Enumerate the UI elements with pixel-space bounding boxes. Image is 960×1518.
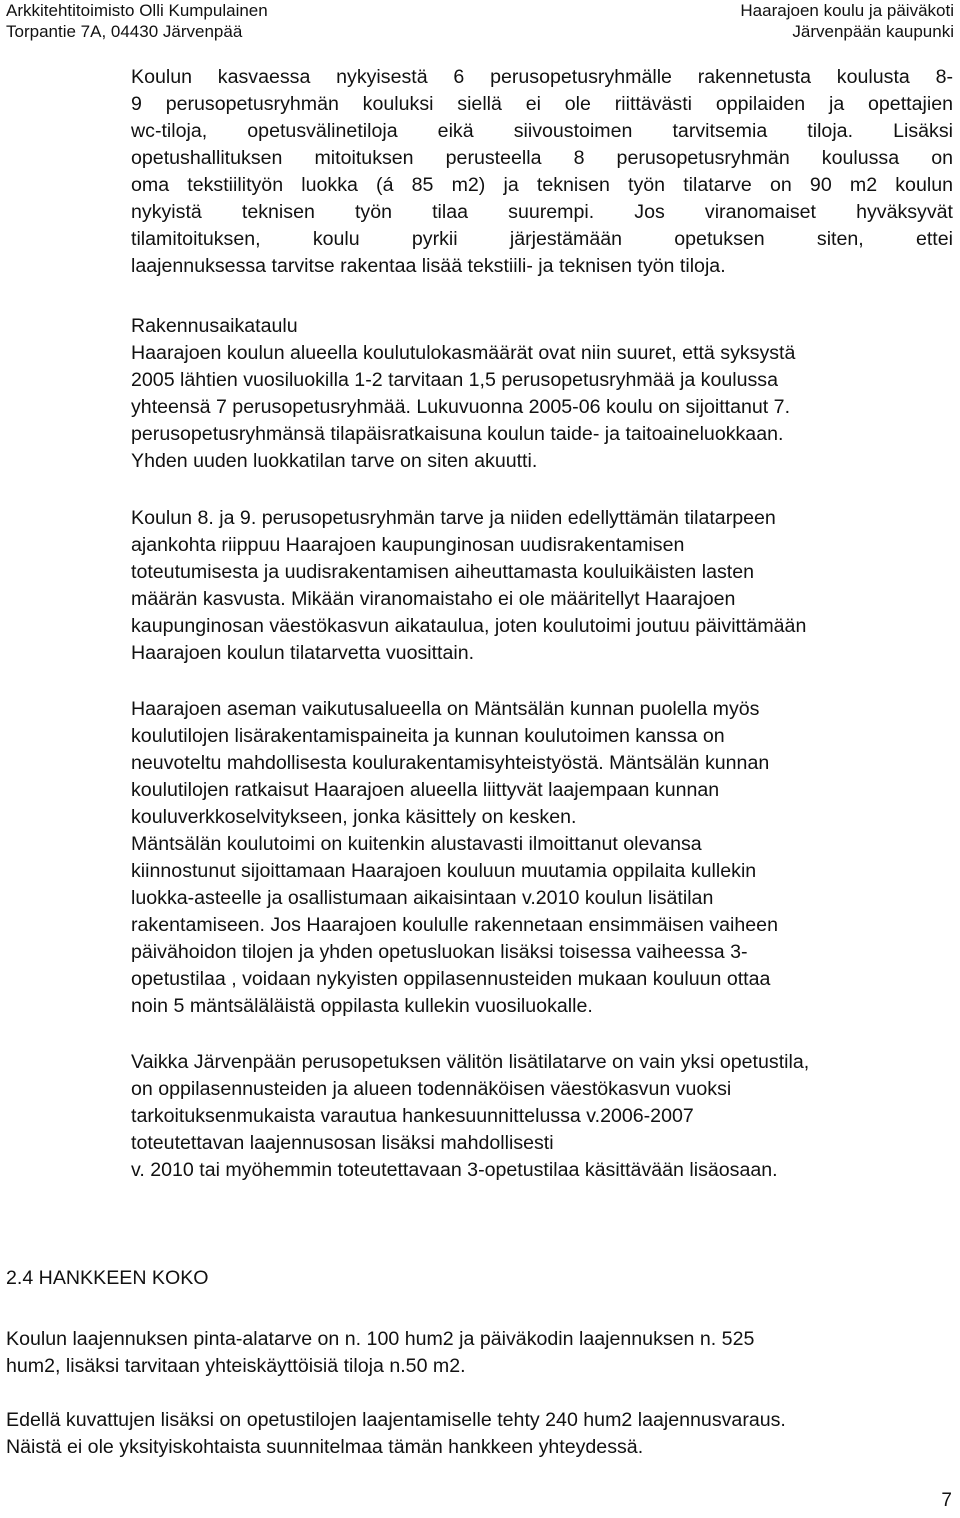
text-line: Haarajoen koulun tilatarvetta vuosittain. <box>131 642 475 664</box>
text-line: päivähoidon tilojen ja yhden opetusluokan lisäksi toisessa vaiheessa 3- <box>131 941 748 963</box>
paragraph-extension-reserve <box>6 1407 946 1461</box>
text-line: tarkoituksenmukaista varautua hankesuunnittelussa v.2006-2007 <box>131 1105 694 1127</box>
text-line: toteutumisesta ja uudisrakentamisen aiheuttamasta kouluikäisten lasten <box>131 561 755 583</box>
text-line: yhteensä 7 perusopetusryhmää. Lukuvuonna 2005-06 koulu on sijoittanut 7. <box>131 396 791 418</box>
company-address: Torpantie 7A, 04430 Järvenpää <box>6 22 243 41</box>
text-line: on oppilasennusteiden ja alueen todennäköisen väestökasvun vuoksi <box>131 1078 732 1100</box>
text-line: noin 5 mäntsäläläistä oppilasta kullekin vuosiluokalle. <box>131 995 593 1017</box>
paragraph-size <box>6 1326 946 1380</box>
text-line: Mäntsälän koulutoimi on kuitenkin alustavasti ilmoittanut olevansa <box>131 833 702 855</box>
text-line: kouluverkkoselvitykseen, jonka käsittely on kesken. <box>131 806 577 828</box>
text-line: kiinnostunut sijoittamaan Haarajoen kouluun muutamia oppilaita kullekin <box>131 860 757 882</box>
client-name: Järvenpään kaupunki <box>792 22 954 41</box>
text-line: v. 2010 tai myöhemmin toteutettavaan 3-opetustilaa käsittävään lisäosaan. <box>131 1159 778 1181</box>
text-line: Koulun kasvaessa nykyisestä 6 perusopetusryhmälle rakennetusta koulusta 8- <box>131 66 953 88</box>
text-line: määrän kasvusta. Mikään viranomaistaho ei ole määritellyt Haarajoen <box>131 588 736 610</box>
text-line: hum2, lisäksi tarvitaan yhteiskäyttöisiä tiloja n.50 m2. <box>6 1355 466 1377</box>
subheading-schedule: Rakennusaikataulu <box>131 315 298 337</box>
company-name: Arkkitehtitoimisto Olli Kumpulainen <box>6 1 268 20</box>
section-heading <box>6 1265 946 1292</box>
project-title: Haarajoen koulu ja päiväkoti <box>740 1 954 20</box>
page-number: 7 <box>941 1490 952 1511</box>
text-line: rakentamiseen. Jos Haarajoen koululle rakennetaan ensimmäisen vaiheen <box>131 914 778 936</box>
text-line: Koulun 8. ja 9. perusopetusryhmän tarve ja niiden edellyttämän tilatarpeen <box>131 507 776 529</box>
text-line: Haarajoen aseman vaikutusalueella on Mäntsälän kunnan puolella myös <box>131 698 760 720</box>
text-line: koulutilojen lisärakentamispaineita ja kunnan koulutoimen kanssa on <box>131 725 725 747</box>
text-line: koulutilojen ratkaisut Haarajoen alueella liittyvät laajempaan kunnan <box>131 779 720 801</box>
header-right <box>740 0 954 42</box>
text-line: perusopetusryhmänsä tilapäisratkaisuna koulun taide- ja taitoaineluokkaan. <box>131 423 784 445</box>
text-line: Haarajoen koulun alueella koulutulokasmäärät ovat niin suuret, että syksystä <box>131 342 796 364</box>
paragraph-reservation <box>131 1049 953 1184</box>
text-line: 9 perusopetusryhmän kouluksi siellä ei ole riittävästi oppilaiden ja opettajien <box>131 93 953 115</box>
header-left <box>6 0 268 42</box>
text-line: luokka-asteelle ja osallistumaan aikaisintaan v.2010 koulun lisätilan <box>131 887 714 909</box>
text-line: Vaikka Järvenpään perusopetuksen välitön lisätilatarve on vain yksi opetustila, <box>131 1051 810 1073</box>
text-line: Yhden uuden luokkatilan tarve on siten akuutti. <box>131 450 538 472</box>
paragraph-space-needs <box>131 64 953 280</box>
text-line: toteutettavan laajennusosan lisäksi mahdollisesti <box>131 1132 554 1154</box>
paragraph-schedule <box>131 313 953 475</box>
text-line: oma tekstiilityön luokka (á 85 m2) ja teknisen työn tilatarve on 90 m2 koulun <box>131 174 953 196</box>
text-line: Koulun laajennuksen pinta-alatarve on n. 100 hum2 ja päiväkodin laajennuksen n. 525 <box>6 1328 755 1350</box>
text-line: neuvoteltu mahdollisesta koulurakentamisyhteistyöstä. Mäntsälän kunnan <box>131 752 770 774</box>
text-line: Näistä ei ole yksityiskohtaista suunnitelmaa tämän hankkeen yhteydessä. <box>6 1436 644 1458</box>
paragraph-mantsala <box>131 696 953 1020</box>
text-line: kaupunginosan väestökasvun aikataulua, joten koulutoimi joutuu päivittämään <box>131 615 807 637</box>
text-line: opetushallituksen mitoituksen perusteella 8 perusopetusryhmän koulussa on <box>131 147 953 169</box>
paragraph-growth <box>131 505 953 667</box>
text-line: ajankohta riippuu Haarajoen kaupunginosan uudisrakentamisen <box>131 534 685 556</box>
text-line: wc-tiloja, opetusvälinetiloja eikä siivoustoimen tarvitsemia tiloja. Lisäksi <box>131 120 953 142</box>
text-line: Edellä kuvattujen lisäksi on opetustilojen laajentamiselle tehty 240 hum2 laajennusvaraus. <box>6 1409 786 1431</box>
text-line: opetustilaa , voidaan nykyisten oppilasennusteiden mukaan kouluun ottaa <box>131 968 771 990</box>
text-line: tilamitoituksen, koulu pyrkii järjestämään opetuksen siten, ettei <box>131 228 953 250</box>
text-line: 2005 lähtien vuosiluokilla 1-2 tarvitaan 1,5 perusopetusryhmää ja koulussa <box>131 369 778 391</box>
section-title: 2.4 HANKKEEN KOKO <box>6 1267 209 1289</box>
text-line: laajennuksessa tarvitse rakentaa lisää tekstiili- ja teknisen työn tiloja. <box>131 255 726 277</box>
text-line: nykyistä teknisen työn tilaa suurempi. Jos viranomaiset hyväksyvät <box>131 201 953 223</box>
